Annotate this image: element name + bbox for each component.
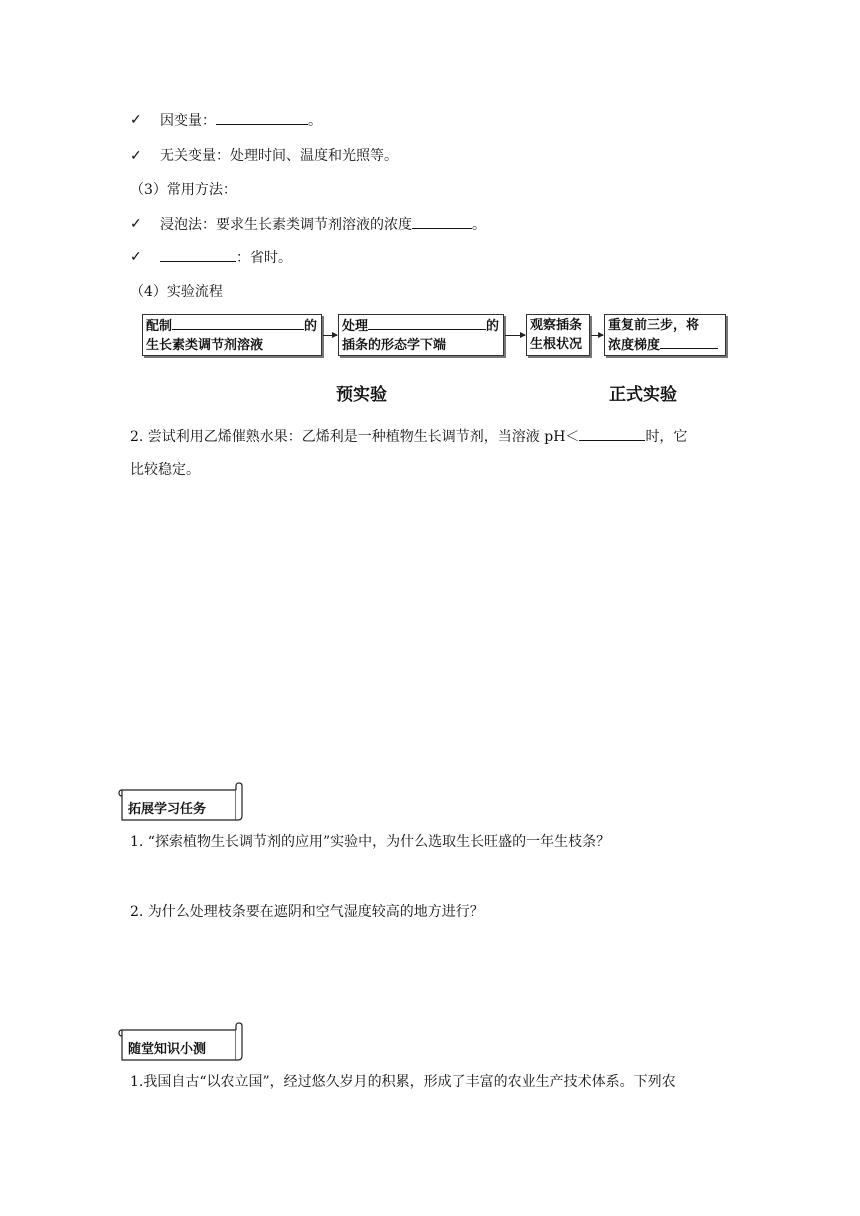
section-4-heading: （4）实验流程 xyxy=(130,284,223,300)
flow-box-text: 浓度梯度 xyxy=(608,338,661,353)
question-2-line-2: 比较稳定。 xyxy=(130,462,200,478)
stage-label-pre-experiment: 预实验 xyxy=(336,385,387,405)
question-2-text-tail: 时，它 xyxy=(645,429,688,445)
question-2-text: 2. 尝试利用乙烯催熟水果：乙烯利是一种植物生长调节剂，当溶液 pH＜ xyxy=(130,429,580,445)
flow-box-text: 重复前三步，将 xyxy=(608,318,700,333)
answer-blank xyxy=(172,316,304,330)
flow-arrow xyxy=(323,335,337,336)
quiz-title: 随堂知识小测 xyxy=(128,1042,207,1057)
flow-box-text: 的 xyxy=(304,319,318,334)
flow-box-text: 插条的形态学下端 xyxy=(342,338,447,353)
section-3-heading: （3）常用方法： xyxy=(130,182,237,198)
flow-box-text: 配制 xyxy=(146,319,173,334)
check-icon: ✓ xyxy=(130,249,142,265)
dependent-variable-line xyxy=(160,110,322,131)
flow-box-treat xyxy=(338,314,504,356)
soak-method-line xyxy=(160,214,486,235)
flow-box-observe xyxy=(526,314,590,356)
dependent-variable-label: 因变量： xyxy=(160,113,216,129)
stage-label-formal-experiment: 正式实验 xyxy=(609,385,677,405)
check-icon: ✓ xyxy=(130,216,142,232)
flow-box-text: 处理 xyxy=(342,319,369,334)
dip-method-line xyxy=(160,247,292,268)
flow-box-text: 生根状况 xyxy=(530,337,583,352)
flow-box-repeat xyxy=(604,314,726,356)
answer-blank xyxy=(660,335,718,349)
extension-question-1: 1. “探索植物生长调节剂的应用”实验中，为什么选取生长旺盛的一年生枝条？ xyxy=(130,834,611,850)
flow-box-prepare xyxy=(142,314,322,356)
line-tail: 。 xyxy=(472,217,486,233)
answer-blank xyxy=(579,426,645,441)
quiz-question-1: 1.我国自古“以农立国”，经过悠久岁月的积累，形成了丰富的农业生产技术体系。下列农 xyxy=(130,1074,676,1090)
answer-blank xyxy=(412,214,472,229)
answer-blank xyxy=(368,316,486,330)
soak-method-label: 浸泡法：要求生长素类调节剂溶液的浓度 xyxy=(160,217,412,233)
flow-box-text: 观察插条 xyxy=(530,318,583,333)
question-2-line-1 xyxy=(130,426,687,447)
flow-box-text: 的 xyxy=(486,319,500,334)
answer-blank xyxy=(160,247,236,262)
answer-blank xyxy=(216,110,308,125)
flow-arrow xyxy=(505,335,525,336)
flow-box-text: 生长素类调节剂溶液 xyxy=(146,338,264,353)
check-icon: ✓ xyxy=(130,148,142,164)
irrelevant-variable-line: 无关变量：处理时间、温度和光照等。 xyxy=(160,148,398,164)
line-tail: ：省时。 xyxy=(236,250,292,266)
line-tail: 。 xyxy=(308,113,322,129)
flow-arrow xyxy=(591,335,603,336)
check-icon: ✓ xyxy=(130,112,142,128)
extension-task-title: 拓展学习任务 xyxy=(128,802,207,817)
extension-question-2: 2. 为什么处理枝条要在遮阴和空气湿度较高的地方进行？ xyxy=(130,904,484,920)
